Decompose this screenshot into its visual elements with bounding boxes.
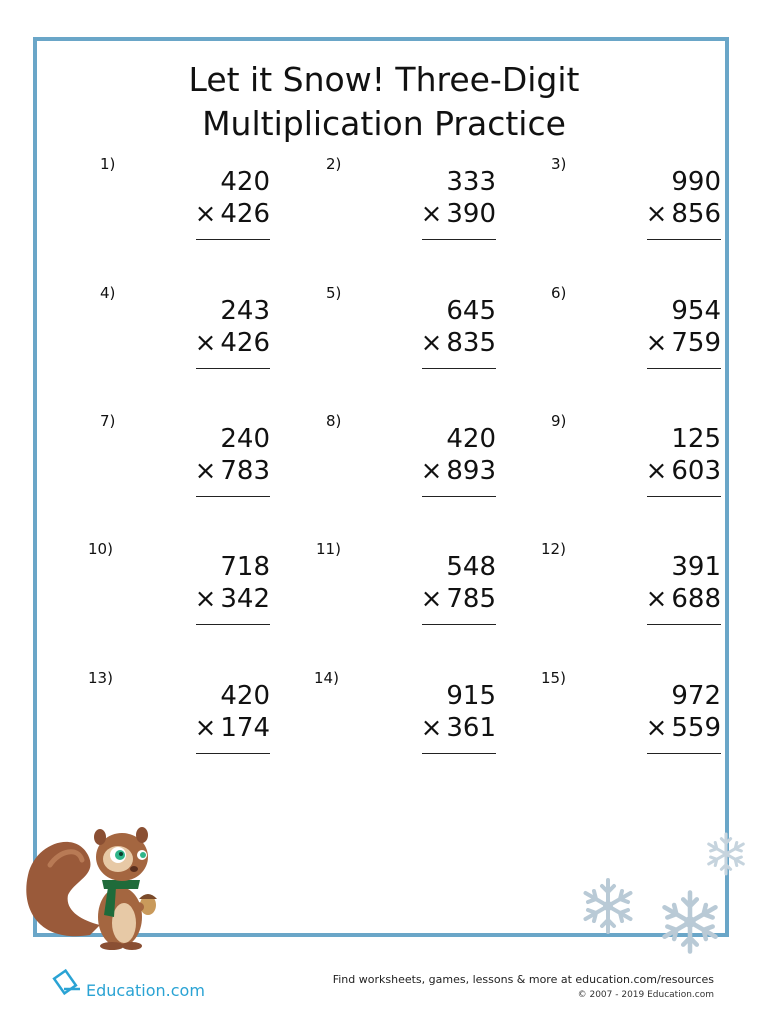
multiplier: 835 — [446, 328, 496, 358]
multiplicand: 243 — [220, 296, 270, 326]
multiplicand: 240 — [220, 424, 270, 454]
multiplicand: 718 — [220, 552, 270, 582]
problem-1 — [100, 155, 270, 265]
times-sign: × — [645, 456, 668, 486]
multiplier: 688 — [671, 584, 721, 614]
multiplier-line — [386, 328, 496, 358]
problem-5 — [326, 284, 496, 394]
multiplicand: 420 — [446, 424, 496, 454]
title-line-1: Let it Snow! Three-Digit — [188, 60, 580, 99]
multiplier: 426 — [220, 199, 270, 229]
snowflake-icon — [703, 831, 749, 877]
answer-line — [422, 496, 496, 497]
answer-line — [647, 368, 721, 369]
answer-line — [196, 496, 270, 497]
answer-line — [422, 753, 496, 754]
problem-8 — [326, 412, 496, 522]
problem-number: 8) — [326, 412, 342, 430]
multiplier: 893 — [446, 456, 496, 486]
problem-number: 9) — [551, 412, 567, 430]
problem-number: 7) — [100, 412, 116, 430]
times-sign: × — [194, 199, 217, 229]
title-line-2: Multiplication Practice — [202, 104, 566, 143]
multiplier: 174 — [220, 713, 270, 743]
problem-number: 6) — [551, 284, 567, 302]
snowflake-icon — [578, 876, 638, 936]
problem-10 — [88, 540, 270, 650]
times-sign: × — [645, 328, 668, 358]
multiplicand: 548 — [446, 552, 496, 582]
problem-number: 13) — [88, 669, 113, 687]
problem-3 — [551, 155, 721, 265]
problem-number: 5) — [326, 284, 342, 302]
multiplier-line — [611, 328, 721, 358]
problem-12 — [541, 540, 721, 650]
multiplier: 759 — [671, 328, 721, 358]
multiplier: 603 — [671, 456, 721, 486]
times-sign: × — [194, 584, 217, 614]
logo-text: Education.com — [86, 981, 205, 1000]
multiplier: 361 — [446, 713, 496, 743]
answer-line — [196, 624, 270, 625]
multiplier-line — [611, 456, 721, 486]
answer-line — [196, 368, 270, 369]
snowflake-icon — [656, 888, 724, 956]
times-sign: × — [645, 584, 668, 614]
answer-line — [422, 624, 496, 625]
footer-copyright: © 2007 - 2019 Education.com — [577, 990, 714, 1000]
answer-line — [647, 496, 721, 497]
multiplicand: 420 — [220, 167, 270, 197]
times-sign: × — [194, 456, 217, 486]
multiplier-line — [611, 584, 721, 614]
multiplier-line — [160, 456, 270, 486]
times-sign: × — [420, 584, 443, 614]
problem-number: 10) — [88, 540, 113, 558]
problem-11 — [316, 540, 496, 650]
times-sign: × — [645, 199, 668, 229]
multiplier-line — [160, 199, 270, 229]
times-sign: × — [194, 713, 217, 743]
multiplicand: 972 — [671, 681, 721, 711]
multiplier: 342 — [220, 584, 270, 614]
problem-number: 1) — [100, 155, 116, 173]
problem-7 — [100, 412, 270, 522]
multiplier-line — [160, 584, 270, 614]
problem-number: 2) — [326, 155, 342, 173]
answer-line — [422, 368, 496, 369]
multiplier: 559 — [671, 713, 721, 743]
problem-14 — [314, 669, 496, 779]
times-sign: × — [420, 328, 443, 358]
multiplier-line — [386, 456, 496, 486]
education-logo-icon — [52, 967, 84, 999]
page-title — [0, 58, 768, 146]
answer-line — [196, 753, 270, 754]
multiplicand: 990 — [671, 167, 721, 197]
multiplicand: 391 — [671, 552, 721, 582]
footer-tagline[interactable]: Find worksheets, games, lessons & more at education.com/resources — [332, 973, 714, 986]
answer-line — [647, 624, 721, 625]
multiplier: 426 — [220, 328, 270, 358]
problem-6 — [551, 284, 721, 394]
multiplier: 390 — [446, 199, 496, 229]
answer-line — [196, 239, 270, 240]
multiplier-line — [386, 199, 496, 229]
multiplicand: 954 — [671, 296, 721, 326]
problem-9 — [551, 412, 721, 522]
multiplicand: 125 — [671, 424, 721, 454]
multiplicand: 420 — [220, 681, 270, 711]
education-logo[interactable] — [52, 967, 212, 1003]
times-sign: × — [194, 328, 217, 358]
answer-line — [422, 239, 496, 240]
problem-15 — [541, 669, 721, 779]
times-sign: × — [420, 199, 443, 229]
times-sign: × — [645, 713, 668, 743]
times-sign: × — [420, 713, 443, 743]
problem-number: 11) — [316, 540, 341, 558]
times-sign: × — [420, 456, 443, 486]
answer-line — [647, 239, 721, 240]
multiplier: 783 — [220, 456, 270, 486]
multiplicand: 333 — [446, 167, 496, 197]
problem-number: 12) — [541, 540, 566, 558]
problem-number: 3) — [551, 155, 567, 173]
multiplier: 785 — [446, 584, 496, 614]
multiplier: 856 — [671, 199, 721, 229]
multiplier-line — [386, 584, 496, 614]
problem-13 — [88, 669, 270, 779]
multiplier-line — [386, 713, 496, 743]
multiplicand: 645 — [446, 296, 496, 326]
problem-4 — [100, 284, 270, 394]
multiplier-line — [160, 713, 270, 743]
multiplier-line — [611, 713, 721, 743]
multiplier-line — [611, 199, 721, 229]
problem-number: 14) — [314, 669, 339, 687]
problem-number: 4) — [100, 284, 116, 302]
multiplier-line — [160, 328, 270, 358]
problem-2 — [326, 155, 496, 265]
multiplicand: 915 — [446, 681, 496, 711]
problem-number: 15) — [541, 669, 566, 687]
answer-line — [647, 753, 721, 754]
squirrel-illustration — [20, 825, 170, 950]
